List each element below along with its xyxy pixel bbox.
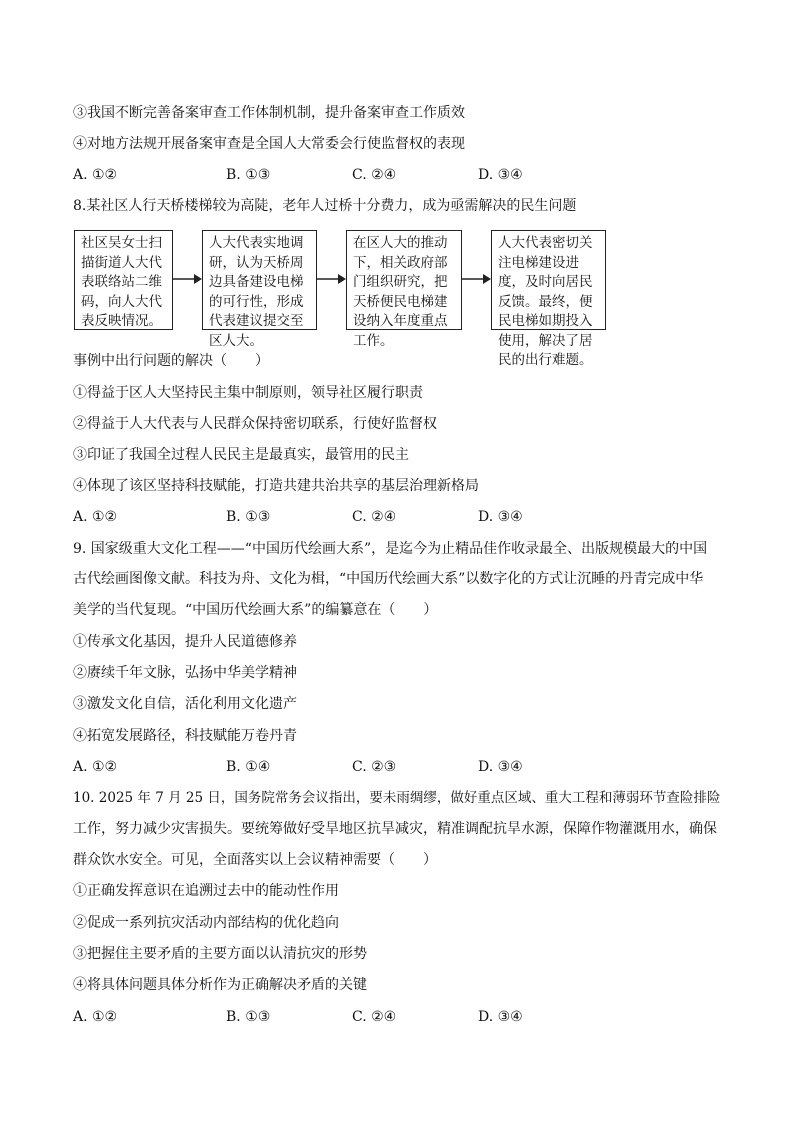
q9-option-c: C. ②③: [352, 759, 397, 775]
q9-stem-line-2: 古代绘画图像文献。科技为舟、文化为楫，“中国历代绘画大系”以数字化的方式让沉睡的丹青完成中华: [73, 571, 704, 587]
q9-option-b: B. ①④: [226, 759, 271, 775]
q8-options: [73, 507, 733, 527]
q8-stem: 8.某社区人行天桥楼梯较为高陡，老年人过桥十分费力，成为亟需解决的民生问题: [73, 198, 577, 214]
q8-statement-4: ④体现了该区坚持科技赋能，打造共建共治共享的基层治理新格局: [73, 478, 479, 494]
flow-step-1: 社区吴女士扫描街道人大代表联络站二维码，向人大代表反映情况。: [74, 230, 173, 330]
flow-arrow-2-icon: [317, 272, 346, 286]
q8-statement-3: ③印证了我国全过程人民民主是最真实，最管用的民主: [73, 447, 409, 463]
q10-statement-1: ①正确发挥意识在追溯过去中的能动性作用: [73, 883, 339, 899]
q8-option-b: B. ①③: [226, 509, 271, 525]
q8-option-d: D. ③④: [478, 509, 523, 525]
q7-statement-4: ④对地方法规开展备案审查是全国人大常委会行使监督权的表现: [73, 136, 465, 152]
q9-statement-3: ③激发文化自信，活化利用文化遗产: [73, 696, 297, 712]
q8-option-c: C. ②④: [352, 509, 397, 525]
flow-arrow-3-icon: [462, 272, 491, 286]
q10-stem-line-1: 10. 2025 年 7 月 25 日，国务院常务会议指出，要未雨绸缪，做好重点区域、重大工程和薄弱环节查险排险: [73, 790, 721, 806]
q8-question: 事例中出行问题的解决（ ）: [73, 353, 269, 369]
q10-statement-2: ②促成一系列抗灾活动内部结构的优化趋向: [73, 915, 339, 931]
q9-options: [73, 757, 733, 777]
q7-statement-3: ③我国不断完善备案审查工作体制机制，提升备案审查工作质效: [73, 105, 465, 121]
q7-option-a: A. ①②: [73, 167, 118, 183]
q10-stem-line-3: 群众饮水安全。可见，全面落实以上会议精神需要（ ）: [73, 852, 437, 868]
q8-statement-2: ②得益于人大代表与人民群众保持密切联系，行使好监督权: [73, 416, 437, 432]
q7-option-b: B. ①③: [226, 167, 271, 183]
q8-option-a: A. ①②: [73, 509, 118, 525]
flow-step-4: 人大代表密切关注电梯建设进度，及时向居民反馈。最终，便民电梯如期投入使用，解决了居民的出行难题。: [491, 230, 606, 330]
q9-statement-2: ②赓续千年文脉，弘扬中华美学精神: [73, 665, 297, 681]
q9-option-d: D. ③④: [478, 759, 523, 775]
q9-statement-4: ④拓宽发展路径，科技赋能万卷丹青: [73, 728, 297, 744]
q9-stem-line-3: 美学的当代复现。“中国历代绘画大系”的编纂意在（ ）: [73, 602, 438, 618]
q10-options: [73, 1007, 733, 1027]
q10-stem-line-2: 工作，努力减少灾害损失。要统筹做好受旱地区抗旱减灾，精准调配抗旱水源，保障作物灌溉用水，确保: [73, 821, 717, 837]
q10-statement-4: ④将具体问题具体分析作为正确解决矛盾的关键: [73, 977, 367, 993]
q9-option-a: A. ①②: [73, 759, 118, 775]
q7-options: [73, 165, 733, 185]
q10-option-c: C. ②④: [352, 1009, 397, 1025]
q10-option-b: B. ①③: [226, 1009, 271, 1025]
flow-step-2: 人大代表实地调研，认为天桥周边具备建设电梯的可行性，形成代表建议提交至区人大。: [202, 230, 317, 330]
q10-statement-3: ③把握住主要矛盾的主要方面以认清抗灾的形势: [73, 946, 367, 962]
q10-option-a: A. ①②: [73, 1009, 118, 1025]
q9-stem-line-1: 9. 国家级重大文化工程——“中国历代绘画大系”，是迄今为止精品佳作收录最全、出版规模最大的中国: [73, 541, 708, 557]
q8-statement-1: ①得益于区人大坚持民主集中制原则，领导社区履行职责: [73, 385, 423, 401]
flow-step-3: 在区人大的推动下，相关政府部门组织研究，把天桥便民电梯建设纳入年度重点工作。: [346, 230, 462, 330]
q9-statement-1: ①传承文化基因，提升人民道德修养: [73, 634, 297, 650]
q7-option-d: D. ③④: [478, 167, 523, 183]
q7-option-c: C. ②④: [352, 167, 397, 183]
q10-option-d: D. ③④: [478, 1009, 523, 1025]
flow-arrow-1-icon: [173, 272, 202, 286]
